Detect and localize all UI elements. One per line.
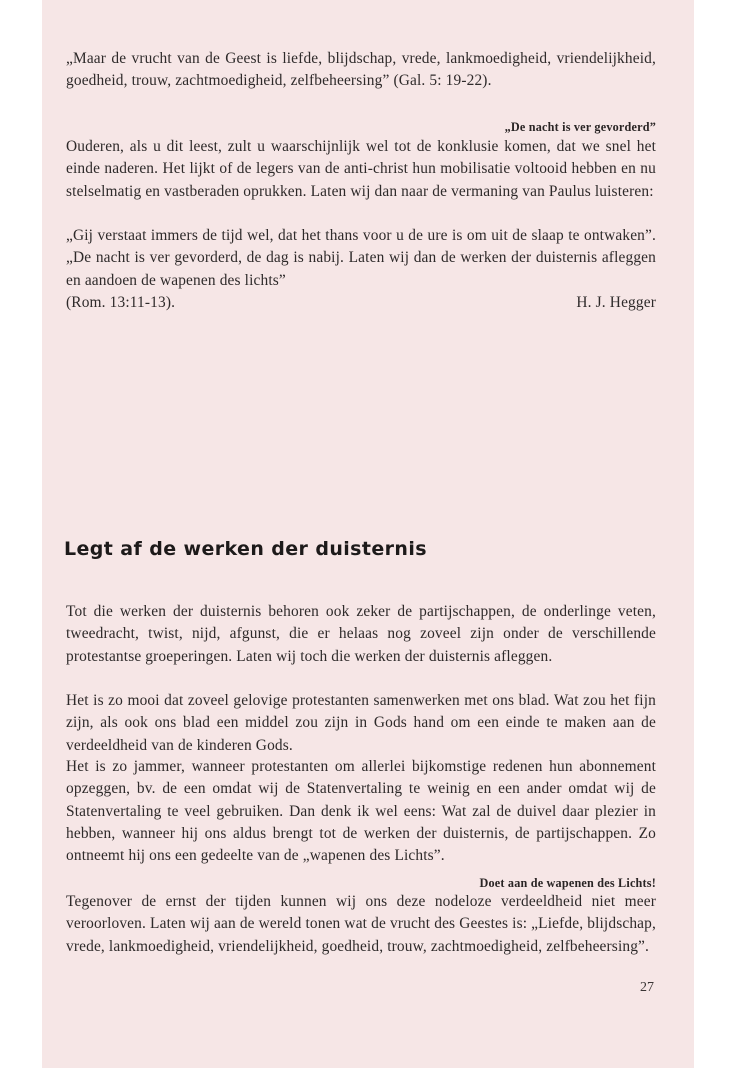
- paragraph-samenwerken: Het is zo mooi dat zoveel gelovige protestanten samenwerken met ons blad. Wat zou het fijn zijn, als ook ons blad een middel zou zijn in Gods hand om een einde te maken aan de verdeeldheid van de kinderen Gods.: [66, 692, 656, 754]
- section-heading: Legt af de werken der duisternis: [64, 538, 427, 560]
- paragraph-ouderen: Ouderen, als u dit leest, zult u waarschijnlijk wel tot de konklusie komen, dat we snel het einde naderen. Het lijkt of de legers van de anti-christ hun mobilisatie voltooid hebben en nu stelselmatig en vastberaden oprukken. Laten wij dan naar de vermaning van Paulus luisteren:: [66, 138, 656, 200]
- paragraph-tegenover: Tegenover de ernst der tijden kunnen wij ons deze nodeloze verdeeldheid niet meer veroorloven. Laten wij aan de wereld tonen wat de vrucht des Geestes is: „Liefde, blijdschap, vrede, lankmoedigheid, vriendelijkheid, goedheid, trouw, zachtmoedigheid, zelfbeheersing”.: [66, 893, 656, 955]
- rom-reference: (Rom. 13:11-13).: [66, 294, 176, 311]
- subheading-wapenen: Doet aan de wapenen des Lichts!: [479, 876, 656, 890]
- paragraph-jammer: Het is zo jammer, wanneer protestanten om allerlei bijkomstige redenen hun abonnement opzeggen, bv. de een omdat wij de Statenvertaling te weinig en een ander omdat wij de Statenvertaling te veel gebruiken. Dan denk ik wel eens: Wat zal de duivel daar plezier in hebben, wanneer hij ons aldus brengt tot de werken der duisternis, de partijschappen. Zo ontneemt hij ons een gedeelte van de „wapenen des Lichts”.: [66, 758, 656, 865]
- rom-quote: „Gij verstaat immers de tijd wel, dat het thans voor u de ure is om uit de slaap te ontwaken”. „De nacht is ver gevorderd, de dag is nabij. Laten wij dan de werken der duisternis afleggen en aandoen de wapenen des lichts”: [66, 227, 656, 289]
- subheading-nacht: „De nacht is ver gevorderd”: [504, 120, 656, 134]
- reference-line: [66, 292, 656, 314]
- author-signature: H. J. Hegger: [576, 294, 656, 311]
- page-number: 27: [640, 980, 654, 995]
- paragraph-werken: Tot die werken der duisternis behoren ook zeker de partijschappen, de onderlinge veten, tweedracht, twist, nijd, afgunst, die er helaas nog zoveel zijn onder de verschillende protestantse groeperingen. Laten wij toch die werken der duisternis afleggen.: [66, 603, 656, 665]
- gal-quote: „Maar de vrucht van de Geest is liefde, blijdschap, vrede, lankmoedigheid, vriendelijkheid, goedheid, trouw, zachtmoedigheid, zelfbeheersing” (Gal. 5: 19-22).: [66, 50, 656, 90]
